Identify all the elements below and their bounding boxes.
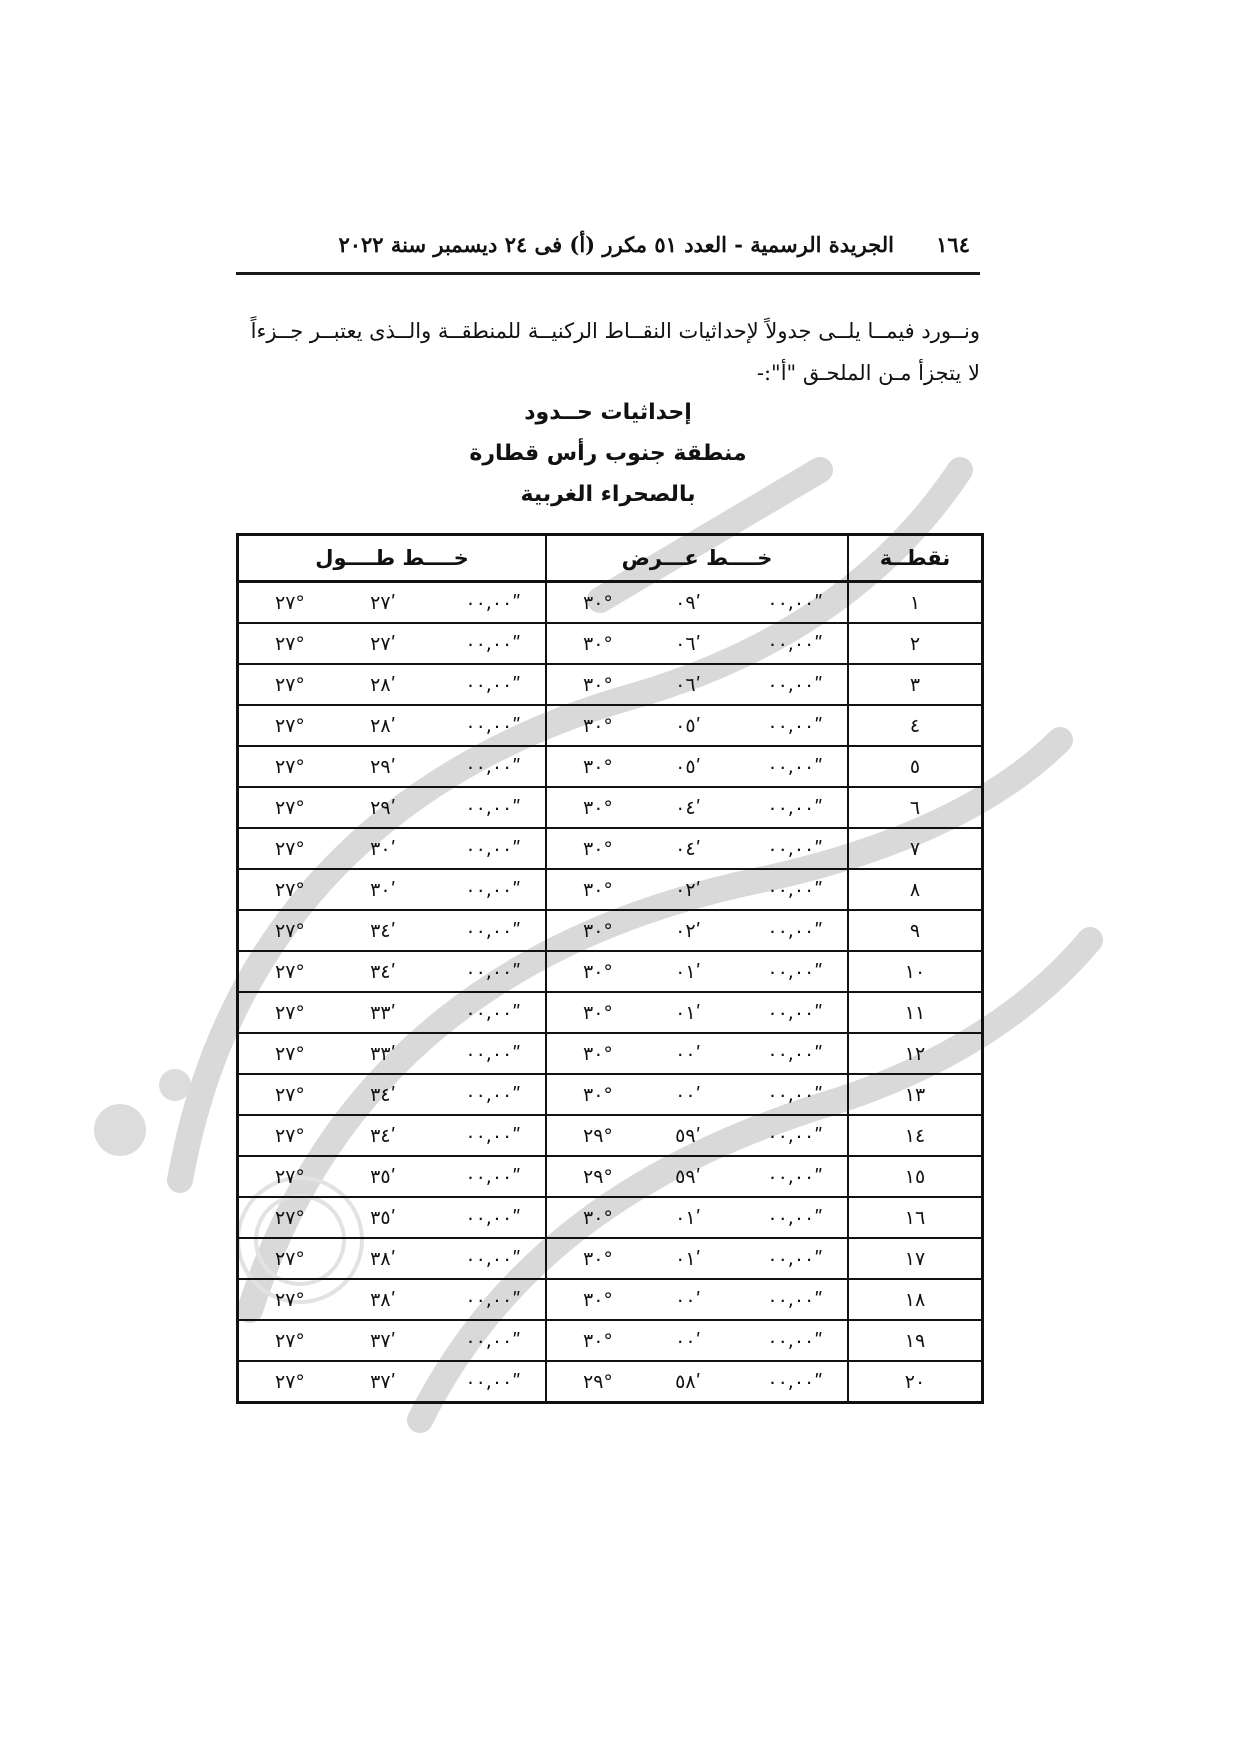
longitude-cell xyxy=(238,582,547,624)
seconds-value: ʺ٠٠,٠٠ xyxy=(465,591,521,614)
dms-value xyxy=(239,1043,545,1065)
seconds-value: ʺ٠٠,٠٠ xyxy=(767,591,823,614)
dms-value xyxy=(239,1371,545,1393)
seconds-value: ʺ٠٠,٠٠ xyxy=(465,1329,521,1352)
minutes-value: ʹ٠١ xyxy=(675,1206,701,1229)
seconds-value: ʺ٠٠,٠٠ xyxy=(465,673,521,696)
table-row xyxy=(238,705,983,746)
dms-value xyxy=(547,592,847,614)
table-row xyxy=(238,1238,983,1279)
seconds-value: ʺ٠٠,٠٠ xyxy=(767,919,823,942)
point-cell xyxy=(848,951,983,992)
latitude-cell xyxy=(546,664,848,705)
point-number: ١٧ xyxy=(904,1247,926,1270)
degrees-value: °٢٧ xyxy=(275,1288,305,1311)
dms-value xyxy=(239,674,545,696)
degrees-value: °٢٧ xyxy=(275,919,305,942)
minutes-value: ʹ٠٢ xyxy=(675,919,701,942)
seconds-value: ʺ٠٠,٠٠ xyxy=(465,1247,521,1270)
minutes-value: ʹ٠١ xyxy=(675,1001,701,1024)
longitude-cell xyxy=(238,1197,547,1238)
degrees-value: °٣٠ xyxy=(583,1083,613,1106)
table-row xyxy=(238,1279,983,1320)
point-cell xyxy=(848,1156,983,1197)
point-number: ٨ xyxy=(909,878,921,901)
seconds-value: ʺ٠٠,٠٠ xyxy=(767,960,823,983)
minutes-value: ʹ٣٤ xyxy=(370,1083,396,1106)
minutes-value: ʹ٣٧ xyxy=(370,1329,396,1352)
latitude-cell xyxy=(546,992,848,1033)
minutes-value: ʹ٥٨ xyxy=(675,1370,701,1393)
seconds-value: ʺ٠٠,٠٠ xyxy=(767,1247,823,1270)
dms-value xyxy=(239,756,545,778)
longitude-cell xyxy=(238,1238,547,1279)
point-cell xyxy=(848,992,983,1033)
seconds-value: ʺ٠٠,٠٠ xyxy=(465,837,521,860)
minutes-value: ʹ٣٥ xyxy=(370,1165,396,1188)
table-row xyxy=(238,746,983,787)
point-number: ١٣ xyxy=(904,1083,926,1106)
latitude-cell xyxy=(546,1238,848,1279)
dms-value xyxy=(239,715,545,737)
table-row xyxy=(238,664,983,705)
latitude-cell xyxy=(546,582,848,624)
point-cell xyxy=(848,705,983,746)
degrees-value: °٣٠ xyxy=(583,796,613,819)
latitude-cell xyxy=(546,1361,848,1403)
minutes-value: ʹ٢٩ xyxy=(370,755,396,778)
point-number: ١٩ xyxy=(904,1329,926,1352)
minutes-value: ʹ٠٠ xyxy=(675,1329,701,1352)
point-cell xyxy=(848,746,983,787)
table-row xyxy=(238,1361,983,1403)
degrees-value: °٢٧ xyxy=(275,960,305,983)
seconds-value: ʺ٠٠,٠٠ xyxy=(465,1042,521,1065)
dms-value xyxy=(547,674,847,696)
intro-paragraph xyxy=(236,310,980,394)
dms-value xyxy=(239,592,545,614)
minutes-value: ʹ٠٠ xyxy=(675,1288,701,1311)
seconds-value: ʺ٠٠,٠٠ xyxy=(767,1001,823,1024)
seconds-value: ʺ٠٠,٠٠ xyxy=(465,1165,521,1188)
dms-value xyxy=(547,879,847,901)
dms-value xyxy=(547,633,847,655)
dms-value xyxy=(547,1125,847,1147)
degrees-value: °٣٠ xyxy=(583,673,613,696)
table-row xyxy=(238,787,983,828)
point-number: ١٦ xyxy=(904,1206,926,1229)
longitude-cell xyxy=(238,1361,547,1403)
table-row xyxy=(238,951,983,992)
intro-line-2: لا يتجزأ مـن الملحـق "أ":- xyxy=(756,361,980,385)
latitude-cell xyxy=(546,1115,848,1156)
seconds-value: ʺ٠٠,٠٠ xyxy=(465,1288,521,1311)
point-cell xyxy=(848,582,983,624)
point-cell xyxy=(848,1197,983,1238)
latitude-cell xyxy=(546,869,848,910)
latitude-cell xyxy=(546,746,848,787)
dms-value xyxy=(547,1371,847,1393)
degrees-value: °٣٠ xyxy=(583,960,613,983)
minutes-value: ʹ٣٨ xyxy=(370,1247,396,1270)
latitude-cell xyxy=(546,1074,848,1115)
point-cell xyxy=(848,1074,983,1115)
dms-value xyxy=(547,1289,847,1311)
degrees-value: °٣٠ xyxy=(583,919,613,942)
seconds-value: ʺ٠٠,٠٠ xyxy=(767,1206,823,1229)
degrees-value: °٣٠ xyxy=(583,1206,613,1229)
degrees-value: °٢٧ xyxy=(275,1247,305,1270)
title-line-2: منطقة جنوب رأس قطارة xyxy=(469,441,747,466)
minutes-value: ʹ٢٩ xyxy=(370,796,396,819)
dms-value xyxy=(239,1289,545,1311)
dms-value xyxy=(547,1330,847,1352)
point-number: ١١ xyxy=(904,1001,926,1024)
longitude-cell xyxy=(238,787,547,828)
latitude-cell xyxy=(546,1156,848,1197)
point-number: ٥ xyxy=(909,755,921,778)
page-header xyxy=(236,228,980,275)
latitude-cell xyxy=(546,1320,848,1361)
longitude-cell xyxy=(238,910,547,951)
table-row xyxy=(238,1033,983,1074)
point-cell xyxy=(848,1238,983,1279)
minutes-value: ʹ٠٠ xyxy=(675,1083,701,1106)
longitude-cell xyxy=(238,869,547,910)
gazette-title: الجريدة الرسمية - العدد ٥١ مكرر (أ) فى ٢٤ ديسمبر سنة ٢٠٢٢ xyxy=(338,232,894,257)
degrees-value: °٣٠ xyxy=(583,1001,613,1024)
minutes-value: ʹ٢٧ xyxy=(370,632,396,655)
dms-value xyxy=(239,879,545,901)
longitude-cell xyxy=(238,1033,547,1074)
degrees-value: °٢٩ xyxy=(583,1370,613,1393)
minutes-value: ʹ٠٢ xyxy=(675,878,701,901)
seconds-value: ʺ٠٠,٠٠ xyxy=(465,755,521,778)
minutes-value: ʹ٣٤ xyxy=(370,960,396,983)
degrees-value: °٣٠ xyxy=(583,632,613,655)
header-point: نقطــة xyxy=(848,535,983,582)
dms-value xyxy=(547,1043,847,1065)
longitude-cell xyxy=(238,746,547,787)
dms-value xyxy=(239,1248,545,1270)
dms-value xyxy=(239,633,545,655)
minutes-value: ʹ٣٥ xyxy=(370,1206,396,1229)
dms-value xyxy=(239,1002,545,1024)
seconds-value: ʺ٠٠,٠٠ xyxy=(767,1370,823,1393)
seconds-value: ʺ٠٠,٠٠ xyxy=(465,878,521,901)
point-number: ٢٠ xyxy=(904,1370,926,1393)
dms-value xyxy=(547,1207,847,1229)
seconds-value: ʺ٠٠,٠٠ xyxy=(465,919,521,942)
dms-value xyxy=(239,838,545,860)
table-row xyxy=(238,828,983,869)
table-row xyxy=(238,1156,983,1197)
minutes-value: ʹ٠٦ xyxy=(675,673,701,696)
seconds-value: ʺ٠٠,٠٠ xyxy=(767,714,823,737)
seconds-value: ʺ٠٠,٠٠ xyxy=(767,878,823,901)
dms-value xyxy=(239,920,545,942)
longitude-cell xyxy=(238,705,547,746)
point-cell xyxy=(848,787,983,828)
table-row xyxy=(238,1115,983,1156)
point-cell xyxy=(848,910,983,951)
longitude-cell xyxy=(238,1115,547,1156)
minutes-value: ʹ٠٤ xyxy=(675,837,701,860)
dms-value xyxy=(547,920,847,942)
title-line-3: بالصحراء الغربية xyxy=(520,482,696,507)
table-row xyxy=(238,1320,983,1361)
minutes-value: ʹ٣٠ xyxy=(370,837,396,860)
dms-value xyxy=(239,961,545,983)
table-row xyxy=(238,582,983,624)
seconds-value: ʺ٠٠,٠٠ xyxy=(767,1083,823,1106)
minutes-value: ʹ٣٠ xyxy=(370,878,396,901)
degrees-value: °٢٧ xyxy=(275,837,305,860)
dms-value xyxy=(547,797,847,819)
degrees-value: °٣٠ xyxy=(583,837,613,860)
latitude-cell xyxy=(546,787,848,828)
dms-value xyxy=(547,1084,847,1106)
seconds-value: ʺ٠٠,٠٠ xyxy=(767,1124,823,1147)
degrees-value: °٢٧ xyxy=(275,1083,305,1106)
degrees-value: °٢٧ xyxy=(275,1370,305,1393)
degrees-value: °٢٧ xyxy=(275,1042,305,1065)
minutes-value: ʹ٣٤ xyxy=(370,1124,396,1147)
point-cell xyxy=(848,1279,983,1320)
minutes-value: ʹ٠١ xyxy=(675,1247,701,1270)
dms-value xyxy=(547,838,847,860)
point-cell xyxy=(848,869,983,910)
point-cell xyxy=(848,1320,983,1361)
table-row xyxy=(238,992,983,1033)
longitude-cell xyxy=(238,951,547,992)
minutes-value: ʹ٥٩ xyxy=(675,1165,701,1188)
longitude-cell xyxy=(238,1074,547,1115)
dms-value xyxy=(239,1330,545,1352)
seconds-value: ʺ٠٠,٠٠ xyxy=(767,837,823,860)
dms-value xyxy=(239,1166,545,1188)
longitude-cell xyxy=(238,992,547,1033)
header-latitude: خــــط عـــرض xyxy=(546,535,848,582)
dms-value xyxy=(239,1125,545,1147)
minutes-value: ʹ٠٤ xyxy=(675,796,701,819)
minutes-value: ʹ٣٤ xyxy=(370,919,396,942)
seconds-value: ʺ٠٠,٠٠ xyxy=(465,1124,521,1147)
title-line-1: إحداثيات حــدود xyxy=(524,400,692,425)
minutes-value: ʹ٠٥ xyxy=(675,714,701,737)
latitude-cell xyxy=(546,1197,848,1238)
seconds-value: ʺ٠٠,٠٠ xyxy=(767,673,823,696)
seconds-value: ʺ٠٠,٠٠ xyxy=(465,714,521,737)
minutes-value: ʹ٢٨ xyxy=(370,673,396,696)
table-header-row xyxy=(238,535,983,582)
point-number: ٣ xyxy=(909,673,921,696)
minutes-value: ʹ٠١ xyxy=(675,960,701,983)
latitude-cell xyxy=(546,828,848,869)
point-number: ٢ xyxy=(909,632,921,655)
minutes-value: ʹ٣٣ xyxy=(370,1001,396,1024)
point-number: ١٠ xyxy=(904,960,926,983)
point-number: ١٤ xyxy=(904,1124,926,1147)
point-cell xyxy=(848,1361,983,1403)
degrees-value: °٣٠ xyxy=(583,1042,613,1065)
minutes-value: ʹ٢٧ xyxy=(370,591,396,614)
seconds-value: ʺ٠٠,٠٠ xyxy=(465,1370,521,1393)
point-number: ١٢ xyxy=(904,1042,926,1065)
degrees-value: °٢٧ xyxy=(275,878,305,901)
point-number: ٤ xyxy=(909,714,921,737)
dms-value xyxy=(547,756,847,778)
point-cell xyxy=(848,664,983,705)
degrees-value: °٣٠ xyxy=(583,591,613,614)
latitude-cell xyxy=(546,705,848,746)
point-number: ١٨ xyxy=(904,1288,926,1311)
point-number: ٩ xyxy=(909,919,921,942)
dms-value xyxy=(239,797,545,819)
intro-line-1: ونــورد فيمــا يلــى جدولاً لإحداثيات النقــاط الركنيــة للمنطقــة والــذى يعتبــر جــزءاً xyxy=(250,319,980,343)
dms-value xyxy=(547,1002,847,1024)
seconds-value: ʺ٠٠,٠٠ xyxy=(767,1042,823,1065)
table-row xyxy=(238,1074,983,1115)
minutes-value: ʹ٠٥ xyxy=(675,755,701,778)
dms-value xyxy=(547,715,847,737)
minutes-value: ʹ٣٧ xyxy=(370,1370,396,1393)
minutes-value: ʹ٣٨ xyxy=(370,1288,396,1311)
degrees-value: °٢٧ xyxy=(275,796,305,819)
seconds-value: ʺ٠٠,٠٠ xyxy=(465,1206,521,1229)
longitude-cell xyxy=(238,1279,547,1320)
point-cell xyxy=(848,623,983,664)
degrees-value: °٢٩ xyxy=(583,1165,613,1188)
degrees-value: °٢٧ xyxy=(275,591,305,614)
latitude-cell xyxy=(546,1279,848,1320)
longitude-cell xyxy=(238,1320,547,1361)
point-number: ٧ xyxy=(909,837,921,860)
degrees-value: °٣٠ xyxy=(583,878,613,901)
point-number: ٦ xyxy=(909,796,921,819)
degrees-value: °٢٧ xyxy=(275,1001,305,1024)
latitude-cell xyxy=(546,1033,848,1074)
seconds-value: ʺ٠٠,٠٠ xyxy=(767,632,823,655)
table-row xyxy=(238,623,983,664)
table-row xyxy=(238,910,983,951)
table-row xyxy=(238,869,983,910)
degrees-value: °٢٧ xyxy=(275,673,305,696)
point-number: ١ xyxy=(909,591,921,614)
degrees-value: °٢٧ xyxy=(275,1206,305,1229)
degrees-value: °٢٩ xyxy=(583,1124,613,1147)
latitude-cell xyxy=(546,910,848,951)
point-number: ١٥ xyxy=(904,1165,926,1188)
minutes-value: ʹ٣٣ xyxy=(370,1042,396,1065)
dms-value xyxy=(547,1248,847,1270)
seconds-value: ʺ٠٠,٠٠ xyxy=(767,1288,823,1311)
seconds-value: ʺ٠٠,٠٠ xyxy=(465,796,521,819)
seconds-value: ʺ٠٠,٠٠ xyxy=(767,1329,823,1352)
degrees-value: °٣٠ xyxy=(583,714,613,737)
minutes-value: ʹ٠٦ xyxy=(675,632,701,655)
table-titles xyxy=(236,392,980,515)
latitude-cell xyxy=(546,623,848,664)
degrees-value: °٣٠ xyxy=(583,1247,613,1270)
seconds-value: ʺ٠٠,٠٠ xyxy=(767,755,823,778)
seconds-value: ʺ٠٠,٠٠ xyxy=(465,1083,521,1106)
minutes-value: ʹ٢٨ xyxy=(370,714,396,737)
dms-value xyxy=(547,961,847,983)
degrees-value: °٣٠ xyxy=(583,1329,613,1352)
page-number: ١٦٤ xyxy=(936,232,970,257)
longitude-cell xyxy=(238,1156,547,1197)
minutes-value: ʹ٠٠ xyxy=(675,1042,701,1065)
degrees-value: °٢٧ xyxy=(275,755,305,778)
dms-value xyxy=(239,1084,545,1106)
longitude-cell xyxy=(238,623,547,664)
longitude-cell xyxy=(238,664,547,705)
seconds-value: ʺ٠٠,٠٠ xyxy=(465,960,521,983)
table-row xyxy=(238,1197,983,1238)
dms-value xyxy=(239,1207,545,1229)
latitude-cell xyxy=(546,951,848,992)
minutes-value: ʹ٠٩ xyxy=(675,591,701,614)
point-cell xyxy=(848,1115,983,1156)
degrees-value: °٣٠ xyxy=(583,1288,613,1311)
degrees-value: °٢٧ xyxy=(275,632,305,655)
seconds-value: ʺ٠٠,٠٠ xyxy=(465,632,521,655)
degrees-value: °٢٧ xyxy=(275,714,305,737)
seconds-value: ʺ٠٠,٠٠ xyxy=(767,796,823,819)
degrees-value: °٢٧ xyxy=(275,1329,305,1352)
dms-value xyxy=(547,1166,847,1188)
degrees-value: °٢٧ xyxy=(275,1124,305,1147)
point-cell xyxy=(848,1033,983,1074)
longitude-cell xyxy=(238,828,547,869)
degrees-value: °٢٧ xyxy=(275,1165,305,1188)
minutes-value: ʹ٥٩ xyxy=(675,1124,701,1147)
point-cell xyxy=(848,828,983,869)
seconds-value: ʺ٠٠,٠٠ xyxy=(465,1001,521,1024)
coordinates-table xyxy=(236,533,984,1404)
header-longitude: خــــط طــــول xyxy=(238,535,547,582)
degrees-value: °٣٠ xyxy=(583,755,613,778)
seconds-value: ʺ٠٠,٠٠ xyxy=(767,1165,823,1188)
